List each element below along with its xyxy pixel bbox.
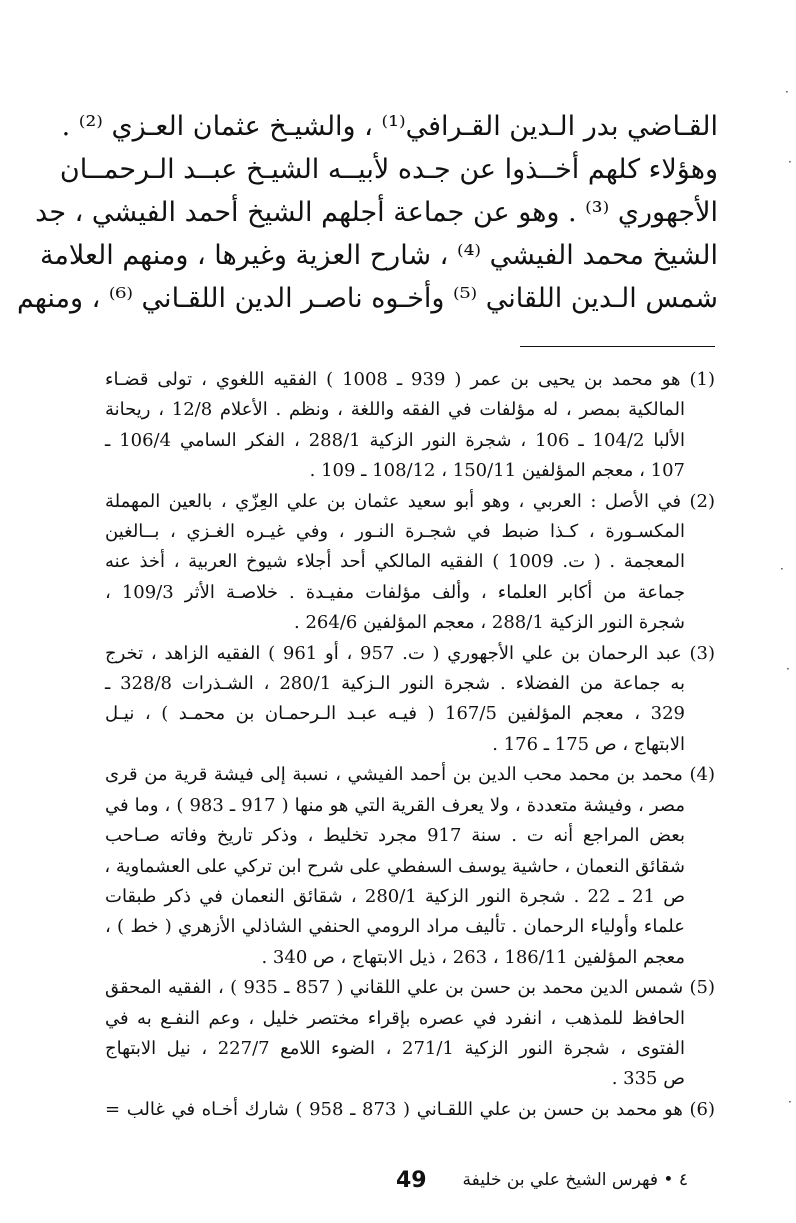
footnote-line: (4) محمد بن محمد محب الدين بن أحمد الفيشي ، نسبة إلى فيشة قرية من قرى — [105, 764, 715, 786]
scan-mark: · — [780, 562, 784, 576]
footnote-separator — [520, 346, 715, 347]
footnote-line: (6) هو محمد بن حسن بن علي اللقـاني ( 873 ـ 958 ) شارك أخـاه في غالب = — [105, 1098, 716, 1120]
scan-mark: · — [786, 662, 790, 676]
footnote-4 — [105, 760, 715, 973]
footnote-line: معجم المؤلفين 186/11 ، 263 ، ذيل الابتهاج ، ص 340 . — [261, 946, 685, 968]
footnote-3 — [105, 639, 715, 761]
footnote-line: جماعة من أكابر العلماء ، وألف مؤلفات مفيـدة . خلاصـة الأثر 109/3 ، — [105, 581, 685, 603]
footnote-line: الفتوى ، شجرة النور الزكية 271/1 ، الضوء اللامع 227/7 ، نيل الابتهاج — [105, 1037, 685, 1059]
footnote-line: (5) شمس الدين محمد بن حسن بن علي اللقاني ( 857 ـ 935 ) ، الفقيه المحقق — [105, 977, 716, 999]
running-title: ٤ • فهرس الشيخ علي بن خليفة — [462, 1170, 688, 1190]
footnote-line: ص 335 . — [611, 1068, 685, 1090]
footnotes — [105, 365, 715, 1125]
footnote-line: الابتهاج ، ص 175 ـ 176 . — [492, 733, 685, 755]
footnote-line: المعجمة . ( ت. 1009 ) الفقيه المالكي أحد أجلاء شيوخ العربية ، أخذ عنه — [105, 551, 685, 573]
footnote-2 — [105, 487, 715, 639]
footnote-line: ص 21 ـ 22 . شجرة النور الزكية 280/1 ، شقائق النعمان في ذكر طبقات — [105, 885, 686, 907]
footnote-5 — [105, 973, 715, 1095]
footnote-line: 329 ، معجم المؤلفين 167/5 ( فيـه عبـد الـرحمـان بن محمـد ) ، نيـل — [105, 703, 685, 725]
footnote-line: شجرة النور الزكية 288/1 ، معجم المؤلفين 264/6 . — [294, 612, 685, 634]
footnote-line: به جماعة من الفضلاء . شجرة النور الـزكية 280/1 ، الشـذرات 328/8 ـ — [105, 673, 685, 695]
main-text-line: وهؤلاء كلهم أخــذوا عن جـده لأبيــه الشيـخ عبــد الـرحمــان — [59, 154, 718, 185]
scan-mark: · — [788, 155, 792, 169]
scan-mark: · — [788, 1095, 792, 1109]
footnote-line: شقائق النعمان ، حاشية يوسف السفطي على شرح ابن تركي على العشماوية ، — [104, 855, 685, 877]
footnote-1 — [105, 365, 715, 487]
scan-mark: · — [785, 85, 789, 99]
page-number: 49 — [396, 1168, 427, 1193]
main-text-line: القـاضي بدر الـدين القـرافي⁽¹⁾ ، والشيـخ عثمان العـزي ⁽²⁾ . — [61, 111, 718, 142]
main-text-line: الشيخ محمد الفيشي ⁽⁴⁾ ، شارح العزية وغيرها ، ومنهم العلامة — [39, 240, 718, 271]
footnote-line: (3) عبد الرحمان بن علي الأجهوري ( ت. 957 ، أو 961 ) الفقيه الزاهد ، تخرج — [105, 642, 715, 664]
footnote-line: المالكية بمصر ، له مؤلفات في الفقه واللغة ، ونظم . الأعلام 12/8 ، ريحانة — [105, 399, 686, 421]
footnote-line: (1) هو محمد بن يحيى بن عمر ( 939 ـ 1008 ) الفقيه اللغوي ، تولى قضـاء — [105, 369, 716, 390]
footnote-line: 107 ، معجم المؤلفين 150/11 ، 108/12 ـ 109 . — [309, 460, 685, 482]
footnote-line: المكسـورة ، كـذا ضبط في شجـرة النـور ، وفي غيـره الغـزي ، بــالغين — [105, 521, 685, 543]
footnote-6 — [105, 1095, 715, 1125]
footnote-line: الألبا 104/2 ـ 106 ، شجرة النور الزكية 288/1 ، الفكر السامي 106/4 ـ — [105, 429, 686, 451]
footnote-line: الحافظ للمذهب ، انفرد في عصره بإقراء مختصر خليل ، وعم النفـع به في — [105, 1007, 685, 1029]
footnote-line: علماء وأولياء الرحمان . تأليف مراد الرومي الحنفي الشاذلي الأزهري ( خط ) ، — [105, 916, 685, 938]
page-footer — [0, 1168, 796, 1208]
footnote-line: مصر ، وفيشة متعددة ، ولا يعرف القرية التي هو منها ( 917 ـ 983 ) ، وما في — [105, 794, 686, 816]
footnote-line: (2) في الأصل : العربي ، وهو أبو سعيد عثمان بن علي العِزّي ، بالعين المهملة — [105, 490, 715, 512]
footnote-line: بعض المراجع أنه ت . سنة 917 مجرد تخليط ، وذكر تاريخ وفاته صـاحب — [105, 825, 686, 847]
main-text-line: شمس الـدين اللقاني ⁽⁵⁾ وأخـوه ناصـر الدين اللقـاني ⁽⁶⁾ ، ومنهم — [16, 283, 718, 314]
main-text — [16, 105, 718, 320]
main-text-line: الأجهوري ⁽³⁾ . وهو عن جماعة أجلهم الشيخ أحمد الفيشي ، جد — [35, 197, 718, 228]
